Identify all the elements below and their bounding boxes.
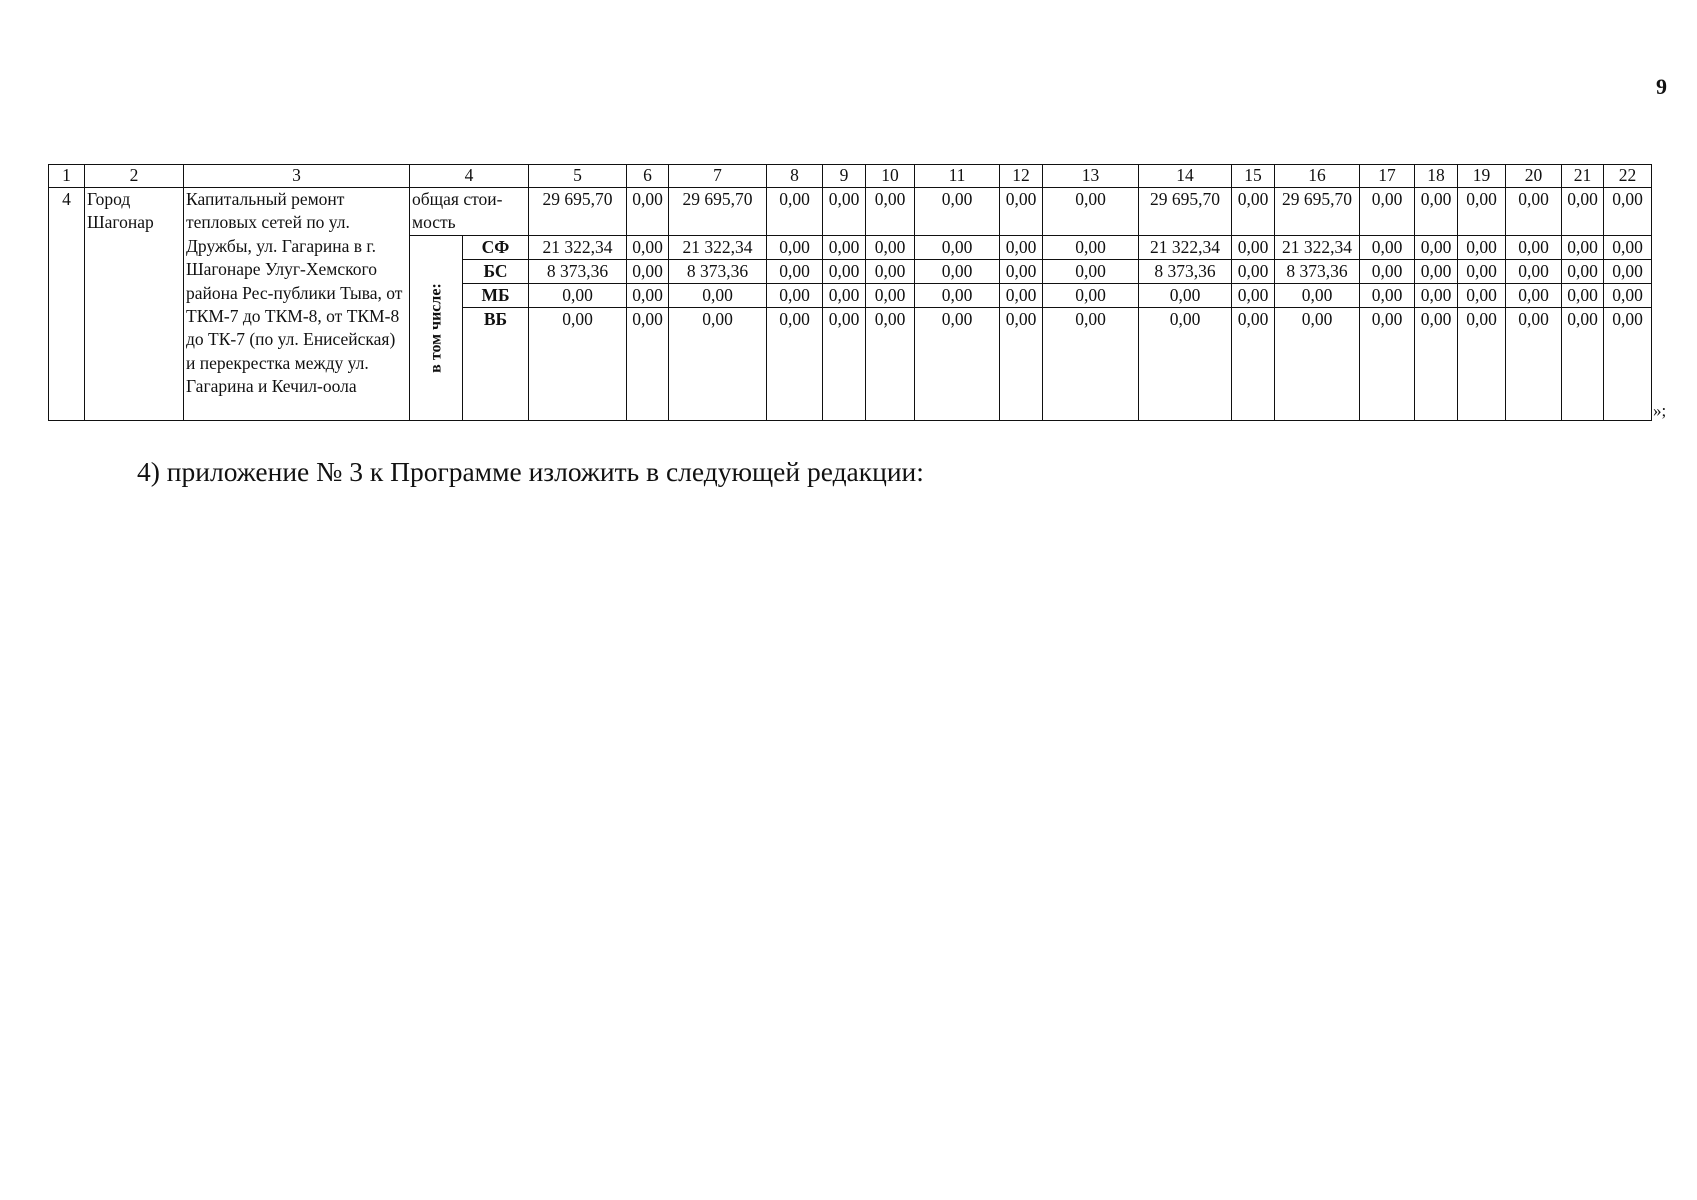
value-cell: 0,00 [627,188,669,236]
header-cell: 22 [1604,165,1652,188]
value-cell: 0,00 [866,308,915,421]
page-number: 9 [1656,74,1667,99]
value-cell: 0,00 [866,188,915,236]
header-cell: 3 [184,165,410,188]
value-cell: 0,00 [767,188,823,236]
value-cell: 0,00 [1139,284,1232,308]
value-cell: 0,00 [823,284,866,308]
header-cell: 17 [1360,165,1415,188]
value-cell: 29 695,70 [669,188,767,236]
header-cell: 7 [669,165,767,188]
value-cell: 0,00 [1604,308,1652,421]
amendment-paragraph: 4) приложение № 3 к Программе изложить в следующей редакции: [137,456,924,487]
value-cell: 0,00 [767,260,823,284]
header-cell: 9 [823,165,866,188]
value-cell: 0,00 [915,284,1000,308]
value-cell: 0,00 [1000,188,1043,236]
value-cell: 0,00 [1360,308,1415,421]
value-cell: 21 322,34 [669,236,767,260]
header-cell: 11 [915,165,1000,188]
value-cell: 0,00 [1415,308,1458,421]
header-cell: 18 [1415,165,1458,188]
value-cell: 29 695,70 [529,188,627,236]
value-cell: 29 695,70 [1275,188,1360,236]
value-cell: 0,00 [915,188,1000,236]
value-cell: 21 322,34 [529,236,627,260]
value-cell: 0,00 [1562,236,1604,260]
header-cell: 8 [767,165,823,188]
header-cell: 19 [1458,165,1506,188]
header-cell: 13 [1043,165,1139,188]
source-label: БС [463,260,529,284]
value-cell: 0,00 [823,236,866,260]
closing-quote: »; [1653,401,1667,420]
value-cell: 0,00 [1000,260,1043,284]
value-cell: 0,00 [627,308,669,421]
value-cell: 0,00 [1458,260,1506,284]
value-cell: 0,00 [823,188,866,236]
value-cell: 0,00 [823,260,866,284]
header-cell: 1 [49,165,85,188]
value-cell: 0,00 [1043,308,1139,421]
header-cell: 15 [1232,165,1275,188]
value-cell: 0,00 [1458,308,1506,421]
value-cell: 0,00 [1415,284,1458,308]
value-cell: 0,00 [1415,188,1458,236]
source-label: СФ [463,236,529,260]
header-cell: 5 [529,165,627,188]
value-cell: 0,00 [1604,284,1652,308]
value-cell: 0,00 [767,236,823,260]
value-cell: 0,00 [767,284,823,308]
value-cell: 0,00 [1458,188,1506,236]
value-cell: 0,00 [1506,308,1562,421]
value-cell: 0,00 [1506,260,1562,284]
value-cell: 0,00 [1604,236,1652,260]
header-row [49,165,1652,188]
value-cell: 0,00 [1043,260,1139,284]
value-cell: 0,00 [1506,188,1562,236]
value-cell: 0,00 [1562,284,1604,308]
value-cell: 0,00 [1232,260,1275,284]
inclusive-label-cell [410,236,463,421]
value-cell: 0,00 [1232,188,1275,236]
value-cell: 0,00 [1604,188,1652,236]
value-cell: 29 695,70 [1139,188,1232,236]
budget-table [48,164,1652,421]
value-cell: 0,00 [669,308,767,421]
place-cell: Город Шагонар [85,188,184,421]
value-cell: 0,00 [915,308,1000,421]
value-cell: 0,00 [529,308,627,421]
value-cell: 0,00 [915,260,1000,284]
value-cell: 0,00 [1360,260,1415,284]
header-cell: 20 [1506,165,1562,188]
value-cell: 0,00 [1275,284,1360,308]
header-cell: 14 [1139,165,1232,188]
header-cell: 6 [627,165,669,188]
value-cell: 0,00 [1139,308,1232,421]
value-cell: 0,00 [1275,308,1360,421]
inclusive-label: в том числе: [427,283,445,373]
value-cell: 0,00 [823,308,866,421]
value-cell: 0,00 [767,308,823,421]
total-row [49,188,1652,236]
row-number: 4 [49,188,85,421]
value-cell: 0,00 [1043,188,1139,236]
description-cell: Капитальный ремонт тепловых сетей по ул. Дружбы, ул. Гагарина в г. Шагонаре Улуг-Хемского района Рес-публики Тыва, от ТКМ-7 до ТКМ-8, от ТКМ-8 до ТК-7 (по ул. Енисейская) и перекрестка между ул. Гагарина и Кечил-оола [184,188,410,421]
value-cell: 21 322,34 [1275,236,1360,260]
value-cell: 0,00 [1000,308,1043,421]
value-cell: 0,00 [1232,236,1275,260]
value-cell: 8 373,36 [1275,260,1360,284]
value-cell: 0,00 [627,236,669,260]
value-cell: 8 373,36 [1139,260,1232,284]
header-cell: 4 [410,165,529,188]
value-cell: 0,00 [1458,236,1506,260]
value-cell: 0,00 [1360,236,1415,260]
value-cell: 0,00 [669,284,767,308]
value-cell: 0,00 [1043,284,1139,308]
value-cell: 8 373,36 [529,260,627,284]
value-cell: 0,00 [1360,188,1415,236]
value-cell: 0,00 [866,236,915,260]
value-cell: 0,00 [1000,236,1043,260]
value-cell: 0,00 [1415,236,1458,260]
value-cell: 0,00 [1562,308,1604,421]
value-cell: 0,00 [529,284,627,308]
source-label: МБ [463,284,529,308]
value-cell: 8 373,36 [669,260,767,284]
value-cell: 0,00 [627,260,669,284]
value-cell: 0,00 [627,284,669,308]
header-cell: 10 [866,165,915,188]
value-cell: 0,00 [1604,260,1652,284]
value-cell: 0,00 [1562,188,1604,236]
value-cell: 0,00 [1415,260,1458,284]
value-cell: 0,00 [1360,284,1415,308]
total-label: общая стои-мость [410,188,529,236]
header-cell: 16 [1275,165,1360,188]
header-cell: 2 [85,165,184,188]
value-cell: 0,00 [1458,284,1506,308]
value-cell: 21 322,34 [1139,236,1232,260]
value-cell: 0,00 [915,236,1000,260]
header-cell: 12 [1000,165,1043,188]
value-cell: 0,00 [1232,308,1275,421]
value-cell: 0,00 [1000,284,1043,308]
value-cell: 0,00 [1562,260,1604,284]
value-cell: 0,00 [1043,236,1139,260]
header-cell: 21 [1562,165,1604,188]
value-cell: 0,00 [866,284,915,308]
value-cell: 0,00 [1232,284,1275,308]
value-cell: 0,00 [866,260,915,284]
source-label: ВБ [463,308,529,421]
value-cell: 0,00 [1506,284,1562,308]
value-cell: 0,00 [1506,236,1562,260]
